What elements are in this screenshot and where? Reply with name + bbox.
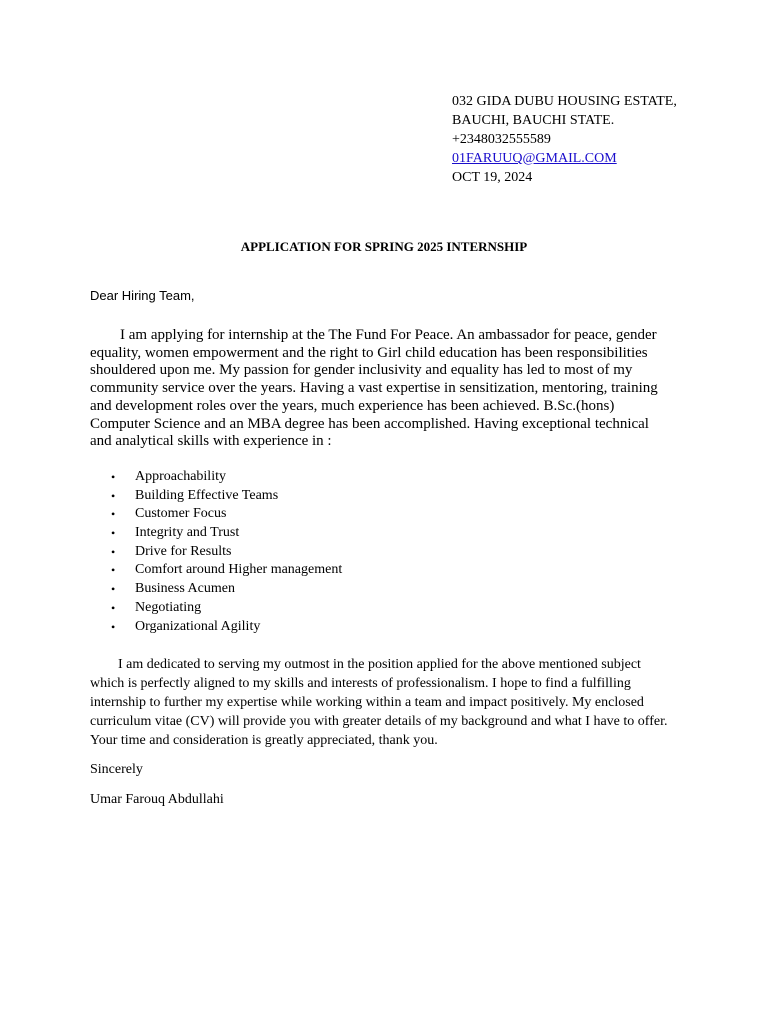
sender-address-line-1: 032 GIDA DUBU HOUSING ESTATE, [452, 94, 677, 109]
skill-label: Negotiating [135, 599, 202, 615]
skill-label: Drive for Results [135, 543, 232, 559]
list-item [90, 561, 342, 580]
bullet-icon: • [111, 526, 116, 541]
closing-paragraph-text: I am dedicated to serving my outmost in the position applied for the above mentioned subject which is perfectly aligned to my skills and interests of professionalism. I hope to find a fulfilling internship to further my expertise while working within a team and impact positively. My enclosed curriculum vitae (CV) will provide you with greater details of my background and what I have to offer. Your time and consideration is greatly appreciated, thank you. [90, 657, 668, 748]
intro-paragraph-text: I am applying for internship at the The Fund For Peace. An ambassador for peace, gender equality, women empowerment and the right to Girl child education has been responsibilities shouldered upon me. My passion for gender inclusivity and equality has led to most of my community service over the years. Having a vast expertise in sensitization, mentoring, training and development roles over the years, much experience has been achieved. B.Sc.(hons) Computer Science and an MBA degree has been accomplished. Having exceptional technical and analytical skills with experience in : [90, 327, 658, 450]
sender-address-line-2: BAUCHI, BAUCHI STATE. [452, 113, 615, 128]
skill-label: Organizational Agility [135, 618, 261, 634]
signoff: Sincerely [90, 762, 143, 777]
list-item [90, 468, 342, 487]
list-item [90, 599, 342, 618]
sender-phone: +2348032555589 [452, 132, 551, 147]
list-item [90, 505, 342, 524]
list-item [90, 580, 342, 599]
skill-label: Building Effective Teams [135, 487, 279, 503]
list-item [90, 543, 342, 562]
closing-paragraph [90, 655, 675, 750]
skill-label: Integrity and Trust [135, 525, 240, 541]
skill-label: Customer Focus [135, 506, 227, 522]
salutation: Dear Hiring Team, [90, 288, 195, 303]
bullet-icon: • [111, 470, 116, 484]
bullet-icon: • [111, 488, 116, 503]
intro-paragraph [90, 327, 670, 451]
list-item [90, 487, 342, 506]
bullet-icon: • [111, 619, 116, 634]
signature-name: Umar Farouq Abdullahi [90, 792, 224, 807]
sender-address-block [452, 92, 752, 187]
skill-label: Comfort around Higher management [135, 562, 343, 578]
bullet-icon: • [111, 600, 116, 615]
bullet-icon: • [111, 507, 116, 522]
letter-date: OCT 19, 2024 [452, 170, 533, 185]
bullet-icon: • [111, 563, 116, 578]
skills-list [90, 468, 342, 636]
bullet-icon: • [111, 582, 116, 597]
sender-email-link[interactable]: 01FARUUQ@GMAIL.COM [452, 151, 617, 166]
bullet-icon: • [111, 544, 116, 559]
list-item [90, 524, 342, 543]
skill-label: Approachability [135, 469, 226, 484]
list-item [90, 618, 342, 637]
letter-title: APPLICATION FOR SPRING 2025 INTERNSHIP [240, 239, 528, 254]
skill-label: Business Acumen [135, 581, 235, 597]
